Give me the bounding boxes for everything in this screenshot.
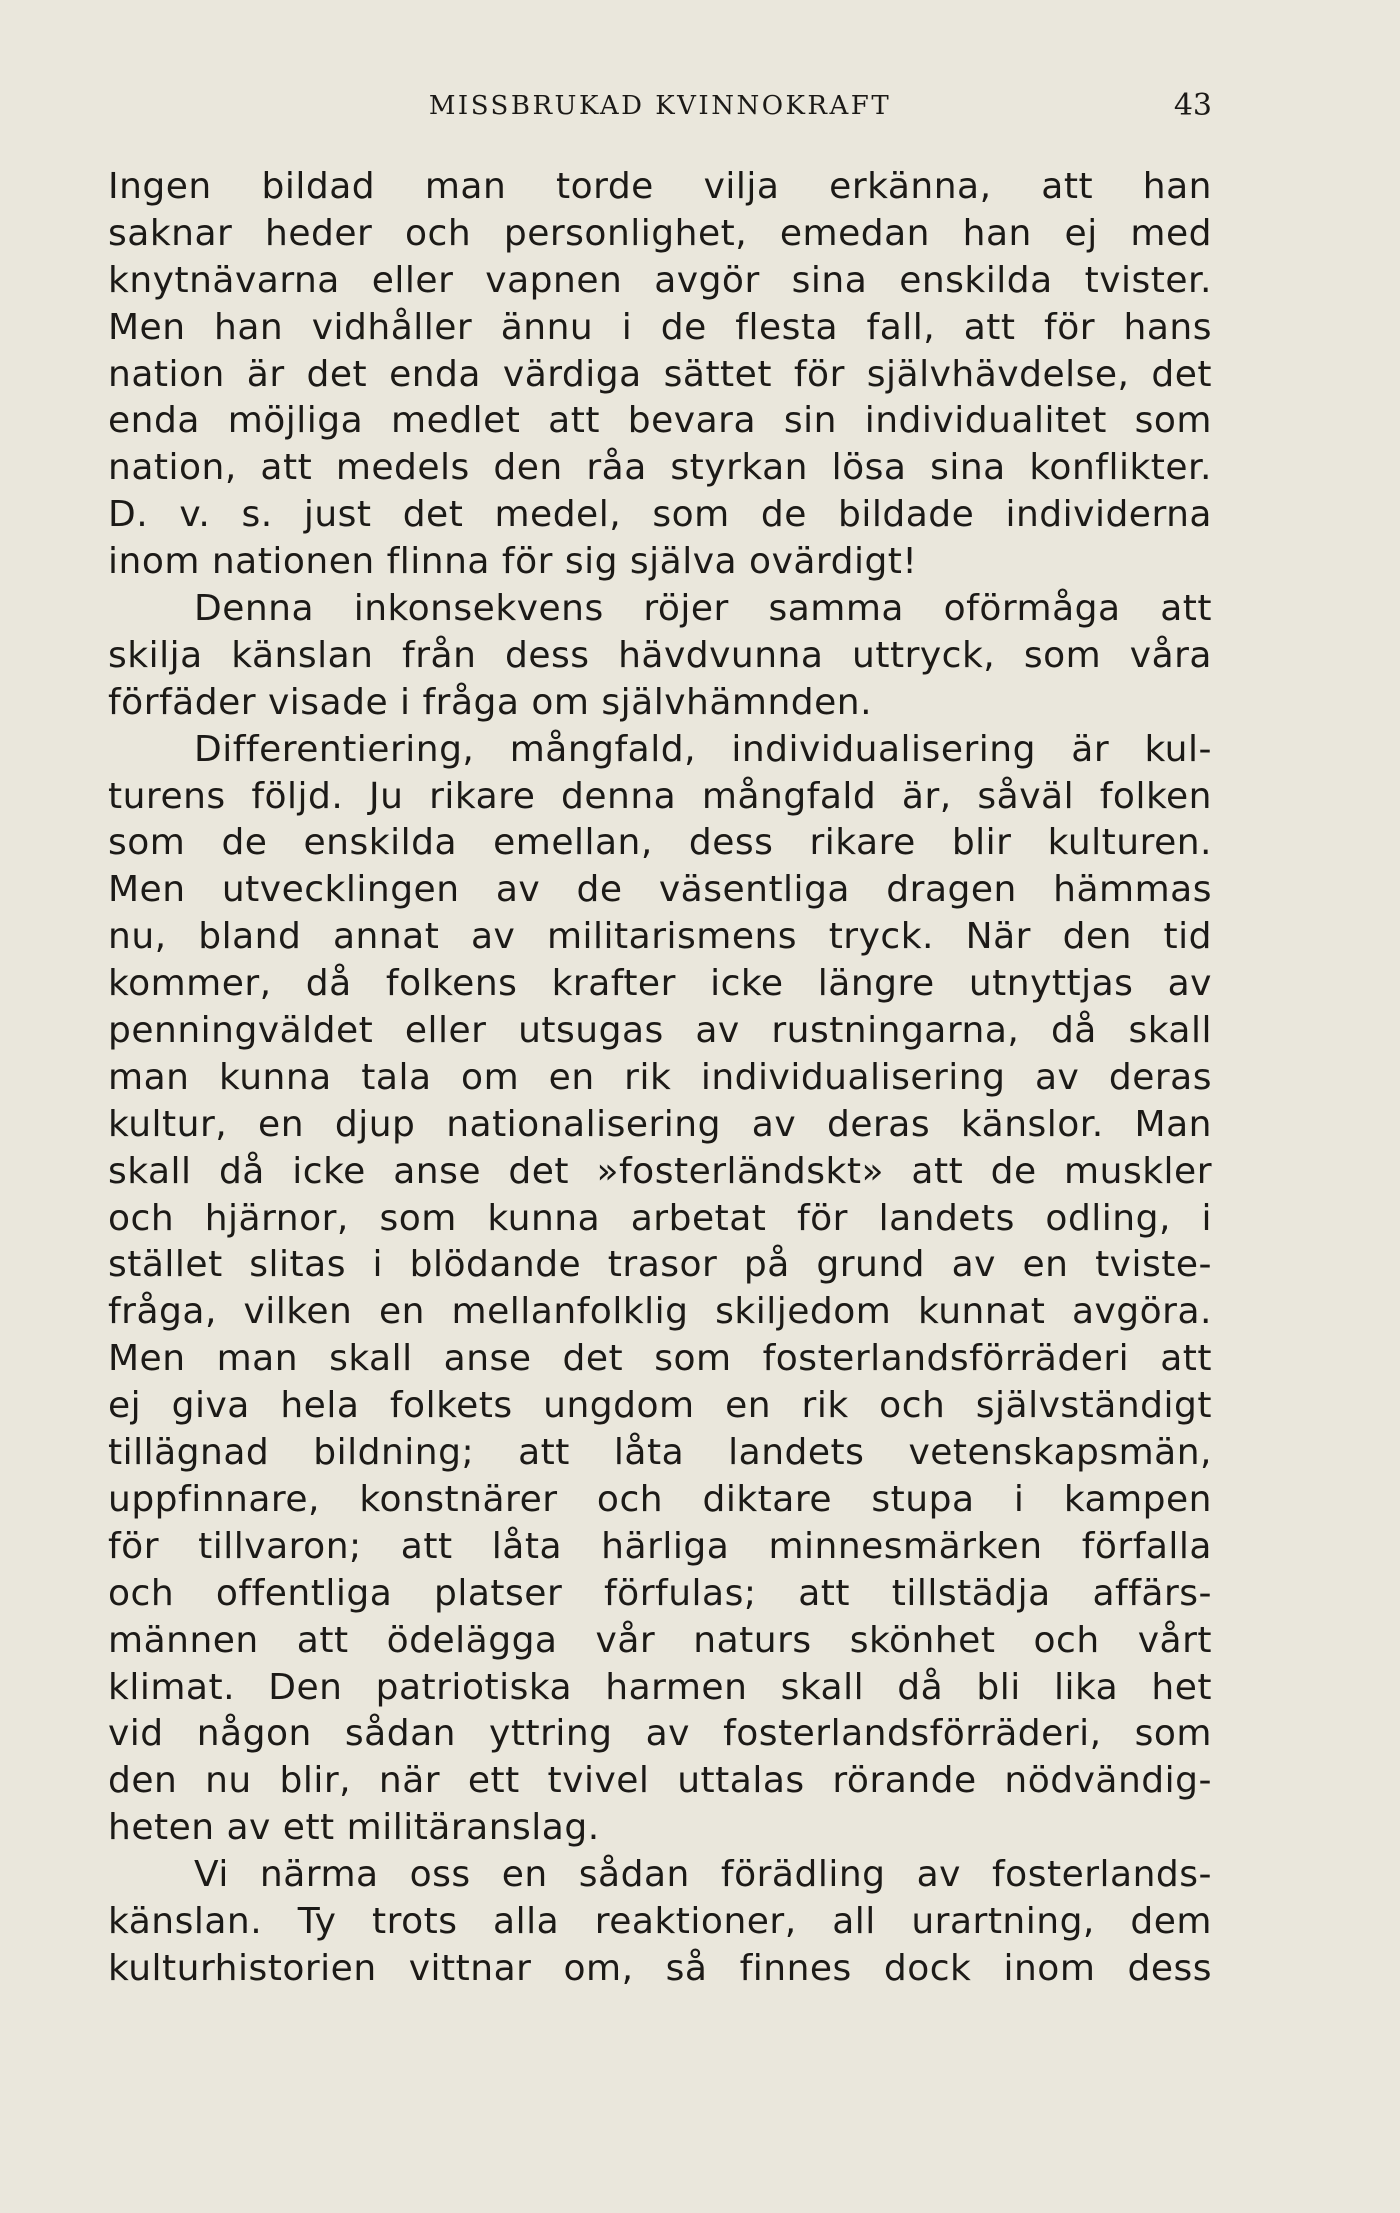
text-line: stället slitas i blödande trasor på grund av en tviste- [108, 1244, 1212, 1286]
text-line: förfäder visade i fråga om självhämnden. [108, 681, 873, 723]
text-line: Men han vidhåller ännu i de flesta fall, att för hans [108, 306, 1212, 348]
text-line: nation, att medels den råa styrkan lösa sina konflikter. [108, 447, 1212, 489]
text-line: skilja känslan från dess hävdvunna uttryck, som våra [108, 634, 1212, 676]
text-line: ej giva hela folkets ungdom en rik och självständigt [108, 1385, 1212, 1427]
text-line: heten av ett militäranslag. [108, 1807, 600, 1849]
text-line: männen att ödelägga vår naturs skönhet och vårt [108, 1619, 1212, 1661]
text-line: tillägnad bildning; att låta landets vetenskapsmän, [108, 1432, 1212, 1474]
text-line: nu, bland annat av militarismens tryck. När den tid [108, 916, 1212, 958]
text-line: inom nationen flinna för sig själva ovärdigt! [108, 541, 918, 583]
text-line: turens följd. Ju rikare denna mångfald är, såväl folken [108, 775, 1212, 817]
text-line: fråga, vilken en mellanfolklig skiljedom kunnat avgöra. [108, 1291, 1212, 1333]
text-line: den nu blir, när ett tvivel uttalas rörande nödvändig- [108, 1760, 1212, 1802]
text-line: Differentiering, mångfald, individualisering är kul- [194, 728, 1212, 770]
text-line: uppfinnare, konstnärer och diktare stupa i kampen [108, 1478, 1212, 1520]
text-line: skall då icke anse det »fosterländskt» att de muskler [108, 1150, 1212, 1192]
running-header [108, 86, 1212, 126]
text-line: enda möjliga medlet att bevara sin individualitet som [108, 400, 1212, 442]
text-line: Men utvecklingen av de väsentliga dragen hämmas [108, 869, 1212, 911]
text-line: Men man skall anse det som fosterlandsförräderi att [108, 1338, 1212, 1380]
text-line: och offentliga platser förfulas; att tillstädja affärs- [108, 1572, 1212, 1614]
text-line: kommer, då folkens krafter icke längre utnyttjas av [108, 963, 1212, 1005]
text-line: kultur, en djup nationalisering av deras känslor. Man [108, 1103, 1212, 1145]
text-line: kulturhistorien vittnar om, så finnes dock inom dess [108, 1947, 1212, 1989]
text-line: klimat. Den patriotiska harmen skall då bli lika het [108, 1666, 1212, 1708]
body-text [108, 164, 1212, 1993]
text-line: saknar heder och personlighet, emedan han ej med [108, 212, 1212, 254]
text-line: känslan. Ty trots alla reaktioner, all urartning, dem [108, 1900, 1212, 1942]
text-line: Ingen bildad man torde vilja erkänna, att han [108, 166, 1212, 207]
text-line: och hjärnor, som kunna arbetat för landets odling, i [108, 1197, 1212, 1239]
running-title: MISSBRUKAD KVINNOKRAFT [428, 91, 892, 121]
text-line: knytnävarna eller vapnen avgör sina enskilda tvister. [108, 259, 1212, 301]
text-line: vid någon sådan yttring av fosterlandsförräderi, som [108, 1713, 1212, 1755]
text-line: penningväldet eller utsugas av rustningarna, då skall [108, 1010, 1212, 1052]
text-line: nation är det enda värdiga sättet för självhävdelse, det [108, 353, 1212, 395]
text-line: som de enskilda emellan, dess rikare blir kulturen. [108, 822, 1212, 864]
text-line: man kunna tala om en rik individualisering av deras [108, 1056, 1212, 1098]
text-line: Vi närma oss en sådan förädling av fosterlands- [194, 1854, 1212, 1896]
text-line: för tillvaron; att låta härliga minnesmärken förfalla [108, 1525, 1212, 1567]
page-number: 43 [1173, 88, 1212, 123]
text-line: D. v. s. just det medel, som de bildade individerna [108, 494, 1212, 536]
text-line: Denna inkonsekvens röjer samma oförmåga att [194, 588, 1212, 630]
